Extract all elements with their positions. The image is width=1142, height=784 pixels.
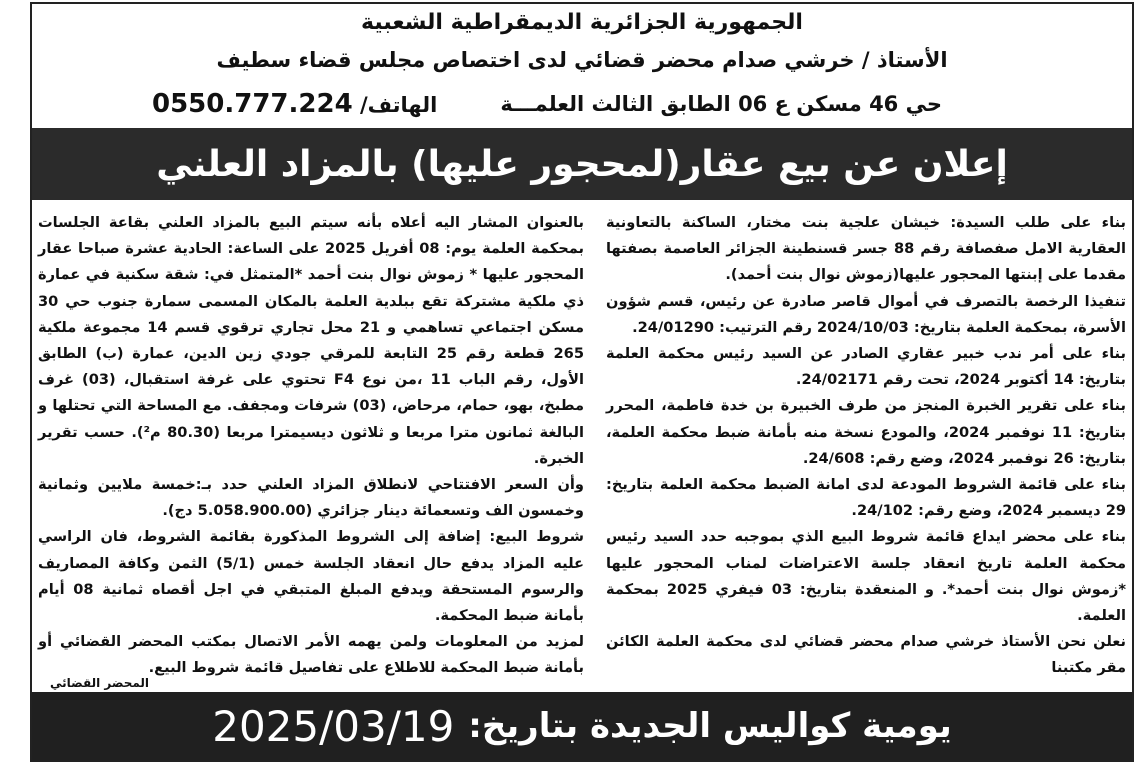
phone-label: الهاتف/	[359, 93, 438, 117]
phone-block	[152, 89, 437, 119]
body-columns	[32, 204, 1132, 692]
paragraph: وأن السعر الافتتاحي لانطلاق المزاد العلني حدد بـ:خمسة ملايين وثمانية وخمسون الف وتسعمائة دينار جزائري (5.058.900.00 دج).	[38, 476, 584, 520]
republic-heading: الجمهورية الجزائرية الديمقراطية الشعبية	[361, 10, 803, 35]
newspaper-text: يومية كواليس الجديدة بتاريخ:	[468, 706, 952, 746]
bailiff-signature: المحضر القضائي	[50, 676, 150, 690]
paragraph: بناء على محضر ايداع قائمة شروط البيع الذي بموجبه حدد السيد رئيس محكمة العلمة تاريخ انعقاد جلسة الاعتراضات لمناب المحجور عليها *زموش نوال بنت أحمد*. و المنعقدة بتاريخ: 03 فيفري 2025 بمحكمة العلمة.	[606, 528, 1127, 625]
publication-date: 2025/03/19	[212, 701, 455, 751]
left-column	[38, 210, 584, 692]
announcement-frame	[30, 2, 1134, 762]
newspaper-footer	[32, 692, 1132, 760]
paragraph: بناء على قائمة الشروط المودعة لدى امانة الضبط محكمة العلمة بتاريخ: 29 ديسمبر 2024، وضع رقم: 24/102.	[606, 476, 1126, 520]
phone-number: 0550.777.224	[152, 89, 353, 119]
office-address: حي 46 مسكن ع 06 الطابق الثالث العلمـــة	[500, 92, 942, 116]
right-column	[606, 210, 1126, 692]
paragraph: نعلن نحن الأستاذ خرشي صدام محضر قضائي لدى محكمة العلمة الكائن مقر مكتبنا	[606, 633, 1126, 677]
paragraph: لمزيد من المعلومات ولمن يهمه الأمر الاتصال بمكتب المحضر القضائي أو بأمانة ضبط المحكمة للاطلاع على تفاصيل قائمة شروط البيع.	[38, 633, 584, 677]
paragraph: بناء على أمر ندب خبير عقاري الصادر عن السيد رئيس محكمة العلمة بتاريخ: 14 أكتوبر 2024، تحت رقم 24/02171.	[606, 345, 1126, 389]
contact-row	[152, 84, 942, 124]
paragraph: بناء على طلب السيدة: خيشان علجية بنت مختار، الساكنة بالتعاونية العقارية الامل صفصافة رقم 88 جسر قسنطينة الجزائر العاصمة بصفتها مقدما على إبنتها المحجور عليها(زموش نوال بنت أحمد).	[606, 214, 1126, 284]
paragraph: بالعنوان المشار اليه أعلاه بأنه سيتم البيع بالمزاد العلني بقاعة الجلسات بمحكمة العلمة يوم: 08 أفريل 2025 على الساعة: الحادية عشرة صباحا عقار المحجور عليها * زموش نوال بنت أحمد *المتمثل في: شقة سكنية في عمارة ذي ملكية مشتركة تقع ببلدية العلمة بالمكان المسمى سمارة جنوب حي 30 مسكن اجتماعي تساهمي و 21 محل تجاري ترقوي قسم 14 مجموعة ملكية 265 قطعة رقم 25 التابعة للمرقي جودي زين الدين، عمارة (ب) الطابق الأول، رقم الباب 11 ،من نوع F4 تحتوي على غرفة استقبال، (03) غرف مطبخ، بهو، حمام، مرحاض، (03) شرفات ومجفف. مع المساحة التي تحتلها و البالغة ثمانون مترا مربعا و ثلاثون ديسيمترا مربعا (80.30 م²). حسب تقرير الخبرة.	[38, 214, 584, 467]
title-banner	[32, 128, 1132, 200]
paragraph: تنفيذا الرخصة بالتصرف في أموال قاصر صادرة عن رئيس، قسم شؤون الأسرة، بمحكمة العلمة بتاريخ: 2024/10/03 رقم الترتيب: 24/01290.	[606, 292, 1126, 336]
bailiff-heading: الأستاذ / خرشي صدام محضر قضائي لدى اختصاص مجلس قضاء سطيف	[216, 48, 948, 72]
announcement-title: إعلان عن بيع عقار(لمحجور عليها) بالمزاد العلني	[156, 143, 1008, 185]
letterhead	[32, 4, 1132, 128]
paragraph: شروط البيع: إضافة إلى الشروط المذكورة بقائمة الشروط، فان الراسي عليه المزاد يدفع حال انعقاد الجلسة خمس (5/1) الثمن وكافة المصاريف والرسوم المستحقة ويدفع المبلغ المتبقي في اجل أقصاه ثمانية 08 أيام بأمانة ضبط المحكمة.	[38, 528, 584, 625]
paragraph: بناء على تقرير الخبرة المنجز من طرف الخبيرة بن خدة فاطمة، المحرر بتاريخ: 11 نوفمبر 2024، والمودع نسخة منه بأمانة ضبط محكمة العلمة، بتاريخ: 26 نوفمبر 2024، وضع رقم: 24/608.	[606, 397, 1126, 467]
